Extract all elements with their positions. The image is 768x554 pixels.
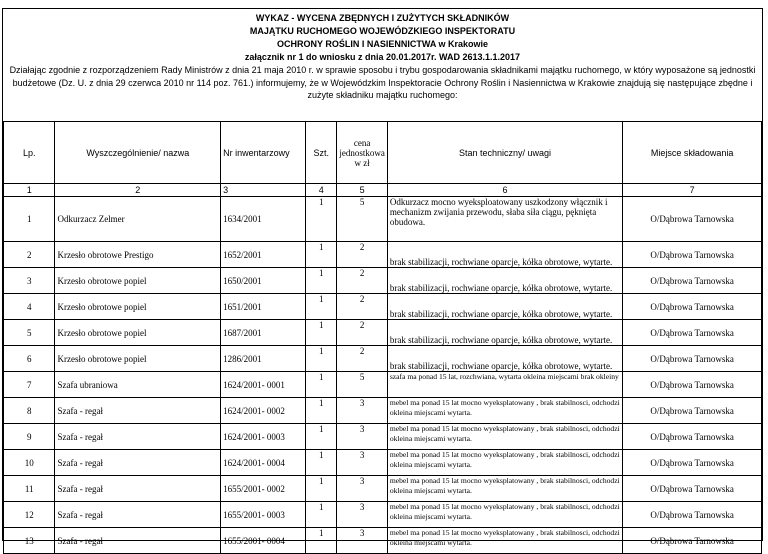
cell-inventory-number: 1624/2001- 0004 [221,450,306,476]
cell-storage-place: O/Dąbrowa Tarnowska [623,320,762,346]
cell-storage-place: O/Dąbrowa Tarnowska [623,268,762,294]
cell-condition: mebel ma ponad 15 lat mocno wyeksplatowany , brak stabilnosci, odchodzi okleina miejscami wytarta. [387,398,622,424]
col-header-name: Wyszczególnienie/ nazwa [55,122,221,184]
cell-qty: 1 [306,424,337,450]
cell-lp: 6 [4,346,55,372]
cell-name: Krzesło obrotowe Prestigo [55,242,221,268]
cell-inventory-number: 1650/2001 [221,268,306,294]
cell-inventory-number: 1651/2001 [221,294,306,320]
cell-price: 2 [337,268,388,294]
table-row [4,450,762,476]
cell-qty: 1 [306,197,337,242]
cell-storage-place: O/Dąbrowa Tarnowska [623,424,762,450]
cell-storage-place: O/Dąbrowa Tarnowska [623,197,762,242]
title-line-1: WYKAZ - WYCENA ZBĘDNYCH I ZUŻYTYCH SKŁADNIKÓW [255,13,510,23]
cell-lp: 5 [4,320,55,346]
cell-qty: 1 [306,346,337,372]
cell-lp: 13 [4,528,55,554]
cell-qty: 1 [306,242,337,268]
cell-qty: 1 [306,372,337,398]
cell-price: 3 [337,528,388,554]
col-header-qty: Szt. [306,122,337,184]
col-header-place: Miejsce składowania [623,122,762,184]
cell-name: Krzesło obrotowe popiel [55,320,221,346]
cell-inventory-number: 1655/2001- 0003 [221,502,306,528]
document-sheet [2,8,763,547]
cell-name: Szafa - regał [55,476,221,502]
cell-inventory-number: 1687/2001 [221,320,306,346]
col-header-state: Stan techniczny/ uwagi [387,122,622,184]
col-number: 6 [387,184,622,197]
table-row [4,268,762,294]
table-row [4,242,762,268]
cell-price: 3 [337,424,388,450]
cell-price: 3 [337,450,388,476]
title-line-2: MAJĄTKU RUCHOMEGO WOJEWÓDZKIEGO INSPEKTORATU [249,26,516,36]
cell-lp: 11 [4,476,55,502]
table-row [4,294,762,320]
col-number: 3 [221,184,306,197]
cell-inventory-number: 1624/2001- 0002 [221,398,306,424]
cell-price: 2 [337,346,388,372]
table-row [4,372,762,398]
cell-name: Krzesło obrotowe popiel [55,294,221,320]
cell-storage-place: O/Dąbrowa Tarnowska [623,346,762,372]
cell-lp: 3 [4,268,55,294]
col-number: 5 [337,184,388,197]
cell-name: Szafa - regał [55,424,221,450]
cell-storage-place: O/Dąbrowa Tarnowska [623,398,762,424]
table-row [4,398,762,424]
cell-name: Szafa - regał [55,450,221,476]
cell-inventory-number: 1624/2001- 0001 [221,372,306,398]
col-number: 7 [623,184,762,197]
cell-lp: 4 [4,294,55,320]
cell-name: Szafa - regał [55,502,221,528]
cell-storage-place: O/Dąbrowa Tarnowska [623,502,762,528]
cell-lp: 1 [4,197,55,242]
title-line-3: OCHRONY ROŚLIN I NASIENNICTWA w Krakowie [276,39,489,49]
cell-condition: brak stabilizacji, rochwiane oparcje, kółka obrotowe, wytarte. [387,242,622,268]
inventory-table [3,121,762,554]
cell-price: 3 [337,476,388,502]
attachment-line: załącznik nr 1 do wniosku z dnia 20.01.2017r. WAD 2613.1.1.2017 [244,52,521,62]
cell-condition: mebel ma ponad 15 lat mocno wyeksplatowany , brak stabilnosci, odchodzi okleina miejscami wytarta. [387,502,622,528]
cell-condition: mebel ma ponad 15 lat mocno wyeksplatowany , brak stabilnosci, odchodzi okleina miejscami wytarta. [387,450,622,476]
table-header-row [4,122,762,184]
cell-lp: 12 [4,502,55,528]
cell-storage-place: O/Dąbrowa Tarnowska [623,476,762,502]
cell-condition: mebel ma ponad 15 lat mocno wyeksplatowany , brak stabilnosci, odchodzi okleina miejscami wytarta. [387,476,622,502]
cell-price: 3 [337,502,388,528]
cell-lp: 7 [4,372,55,398]
table-row [4,197,762,242]
document-header [3,9,762,102]
cell-qty: 1 [306,450,337,476]
cell-name: Szafa ubraniowa [55,372,221,398]
cell-storage-place: O/Dąbrowa Tarnowska [623,242,762,268]
cell-condition: brak stabilizacji, rochwiane oparcje, kółka obrotowe, wytarte. [387,346,622,372]
col-header-price: cena jednostkowa w zł [337,122,388,184]
cell-name: Szafa - regał [55,528,221,554]
col-number: 1 [4,184,55,197]
cell-condition: mebel ma ponad 15 lat mocno wyeksplatowany , brak stabilnosci, odchodzi okleina miejscami wytarta. [387,424,622,450]
cell-price: 2 [337,294,388,320]
table-row [4,502,762,528]
cell-name: Krzesło obrotowe popiel [55,346,221,372]
cell-storage-place: O/Dąbrowa Tarnowska [623,528,762,554]
numbering-row [4,184,762,197]
col-header-lp: Lp. [4,122,55,184]
cell-inventory-number: 1634/2001 [221,197,306,242]
cell-condition: brak stabilizacji, rochwiane oparcje, kółka obrotowe, wytarte. [387,294,622,320]
cell-qty: 1 [306,528,337,554]
cell-inventory-number: 1652/2001 [221,242,306,268]
cell-condition: brak stabilizacji, rochwiane oparcje, kółka obrotowe, wytarte. [387,268,622,294]
table-row [4,346,762,372]
table-row [4,476,762,502]
cell-qty: 1 [306,502,337,528]
col-number: 2 [55,184,221,197]
cell-qty: 1 [306,268,337,294]
cell-qty: 1 [306,476,337,502]
cell-lp: 8 [4,398,55,424]
cell-price: 5 [337,372,388,398]
cell-condition: Odkurzacz mocno wyeksploatowany uszkodzony włącznik i mechanizm zwijania przewodu, słaba siła ciągu, pęknięta obudowa. [387,197,622,242]
col-number: 4 [306,184,337,197]
cell-condition: brak stabilizacji, rochwiane oparcje, kółka obrotowe, wytarte. [387,320,622,346]
cell-inventory-number: 1286/2001 [221,346,306,372]
cell-price: 3 [337,398,388,424]
cell-inventory-number: 1655/2001- 0002 [221,476,306,502]
table-row [4,528,762,554]
table-row [4,320,762,346]
cell-name: Krzesło obrotowe popiel [55,268,221,294]
table-row [4,424,762,450]
cell-inventory-number: 1624/2001- 0003 [221,424,306,450]
cell-lp: 2 [4,242,55,268]
cell-name: Odkurzacz Zelmer [55,197,221,242]
cell-storage-place: O/Dąbrowa Tarnowska [623,372,762,398]
cell-price: 5 [337,197,388,242]
cell-storage-place: O/Dąbrowa Tarnowska [623,294,762,320]
cell-price: 2 [337,320,388,346]
cell-inventory-number: 1655/2001- 0004 [221,528,306,554]
cell-condition: mebel ma ponad 15 lat mocno wyeksplatowany , brak stabilnosci, odchodzi okleina miejscami wytarta. [387,528,622,554]
cell-qty: 1 [306,294,337,320]
cell-lp: 9 [4,424,55,450]
col-header-inventory: Nr inwentarzowy [221,122,306,184]
cell-lp: 10 [4,450,55,476]
cell-qty: 1 [306,398,337,424]
cell-condition: szafa ma ponad 15 lat, rozchwiana, wytarta okleina miejscami brak okleiny [387,372,622,398]
cell-qty: 1 [306,320,337,346]
cell-name: Szafa - regał [55,398,221,424]
intro-paragraph: Działając zgodnie z rozporządzeniem Rady Ministrów z dnia 21 maja 2010 r. w sprawie sposobu i trybu gospodarowania składnikami majątku ruchomego, w który wyposażone są jednostki budżetowe (Dz. U. z dnia 29 czerwca 2010 nr 114 poz. 761.) informujemy, że w Wojewódzkim Inspektoracie Ochrony Roślin i Nasiennictwa w Krakowie znajdują się następujące zbędne i zużyte składniku majątku ruchomego: [9,65,756,100]
cell-storage-place: O/Dąbrowa Tarnowska [623,450,762,476]
cell-price: 2 [337,242,388,268]
